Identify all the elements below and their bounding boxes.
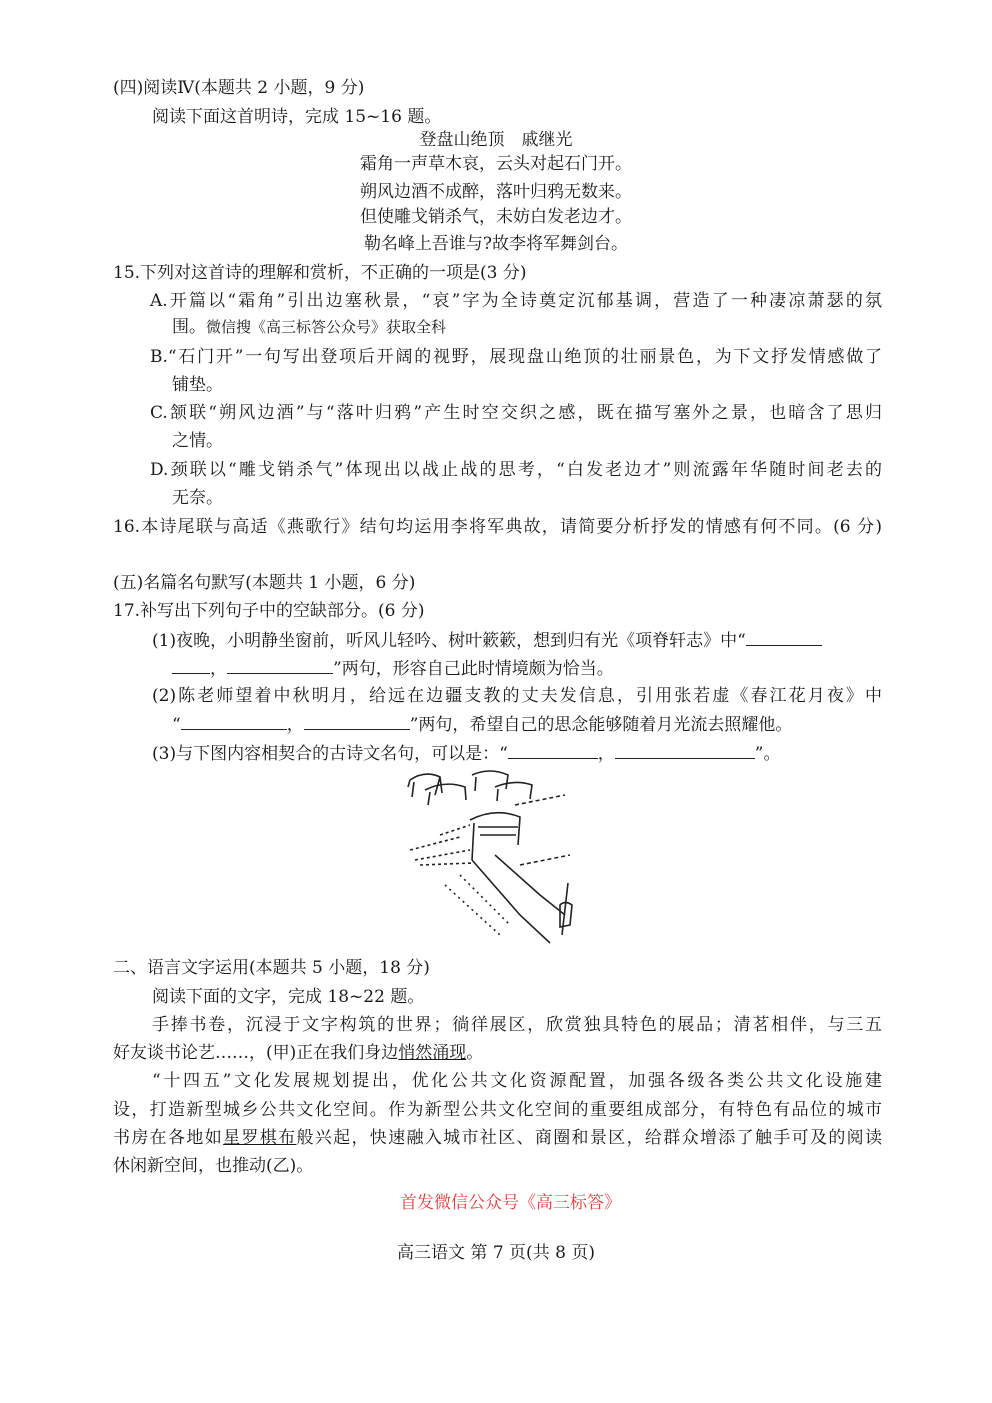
option-a-cont: 围。: [172, 317, 206, 337]
passage-line: 设，打造新型城乡公共文化空间。作为新型公共文化空间的重要组成部分，有特色有品位的城市: [113, 1100, 882, 1120]
close-quote: ”。: [754, 744, 781, 764]
passage-line: 休闲新空间，也推动(乙)。: [113, 1156, 314, 1176]
underlined-phrase: 星罗棋布: [223, 1128, 297, 1148]
q17-2-text-cont: ”两句，希望自己的思念能够随着月光流去照耀他。: [409, 715, 793, 735]
answer-blank[interactable]: [508, 742, 598, 759]
promo-note: 微信搜《高三标答公众号》获取全科: [206, 318, 447, 336]
option-c: C.颔联“朔风边酒”与“落叶归鸦”产生时空交织之感，既在描写塞外之景，也暗含了思归: [150, 403, 882, 423]
question-15: 15.下列对这首诗的理解和赏析，不正确的一项是(3 分): [113, 263, 527, 283]
poem-line: 勒名峰上吾谁与?故李将军舞剑台。: [363, 234, 629, 254]
underlined-phrase: 悄然涌现: [398, 1043, 467, 1063]
comma: ，: [597, 744, 615, 764]
watermark: 首发微信公众号《高三标答》: [400, 1193, 621, 1213]
answer-blank[interactable]: [181, 713, 287, 730]
quote: “: [172, 715, 181, 735]
option-a: A.开篇以“霜角”引出边塞秋景，“哀”字为全诗奠定沉郁基调，营造了一种凄凉萧瑟的氛: [150, 291, 882, 311]
option-c-cont: 之情。: [172, 431, 223, 451]
page-footer: 高三语文 第 7 页(共 8 页): [397, 1243, 595, 1263]
q17-3-text: (3)与下图内容相契合的古诗文名句，可以是：“: [152, 744, 508, 764]
question-16: 16.本诗尾联与高适《燕歌行》结句均运用李将军典故，请简要分析抒发的情感有何不同。(6 分): [113, 517, 882, 537]
period: 。: [466, 1043, 484, 1063]
section-heading: (四)阅读Ⅳ(本题共 2 小题，9 分): [113, 78, 365, 98]
passage-line: “十四五”文化发展规划提出，优化公共文化资源配置，加强各级各类公共文化设施建: [152, 1071, 882, 1091]
option-d: D.颈联以“雕戈销杀气”体现出以战止战的思考，“白发老边才”则流露年华随时间老去的: [150, 460, 882, 480]
passage-text: 书房在各地如: [113, 1128, 224, 1148]
q17-2-text: (2)陈老师望着中秋明月，给远在边疆支教的丈夫发信息，引用张若虚《春江花月夜》中: [152, 686, 882, 706]
q17-1-text: (1)夜晚，小明静坐窗前，听风儿轻吟、树叶簌簌，想到归有光《项脊轩志》中“: [152, 631, 746, 651]
answer-blank[interactable]: [746, 629, 822, 646]
instruction: 阅读下面这首明诗，完成 15~16 题。: [152, 107, 442, 127]
option-d-cont: 无奈。: [172, 488, 223, 508]
option-b: B.“石门开”一句写出登项后开阔的视野，展现盘山绝顶的壮丽景色，为下文抒发情感做了: [150, 347, 882, 367]
passage-text: 般兴起，快速融入城市社区、商圈和景区，给群众增添了触手可及的阅读: [296, 1128, 883, 1148]
answer-blank[interactable]: [172, 657, 210, 674]
option-b-cont: 铺垫。: [172, 375, 223, 395]
question-17: 17.补写出下列句子中的空缺部分。(6 分): [113, 601, 425, 621]
passage-text: 好友谈书论艺……，(甲)正在我们身边: [113, 1043, 399, 1063]
answer-blank[interactable]: [227, 657, 333, 674]
instruction: 阅读下面的文字，完成 18~22 题。: [152, 987, 425, 1007]
comma: ，: [210, 659, 227, 679]
poem-line: 朔风边酒不成醉，落叶归鸦无数来。: [360, 182, 632, 202]
answer-blank[interactable]: [304, 713, 410, 730]
poem-line: 但使雕戈销杀气，未妨白发老边才。: [360, 207, 632, 227]
answer-blank[interactable]: [615, 742, 755, 759]
comma: ，: [286, 715, 304, 735]
q17-1-text-cont: ”两句，形容自己此时情境颇为恰当。: [333, 659, 614, 679]
village-sketch-illustration: [400, 765, 600, 950]
poem-line: 霜角一声草木哀，云头对起石门开。: [360, 154, 632, 174]
passage-line: 手捧书卷，沉浸于文字构筑的世界；徜徉展区，欣赏独具特色的展品；清茗相伴，与三五: [152, 1015, 882, 1035]
poem-title: 登盘山绝顶 戚继光: [419, 130, 573, 150]
part-heading: 二、语言文字运用(本题共 5 小题，18 分): [113, 958, 430, 978]
section-heading: (五)名篇名句默写(本题共 1 小题，6 分): [113, 573, 416, 593]
